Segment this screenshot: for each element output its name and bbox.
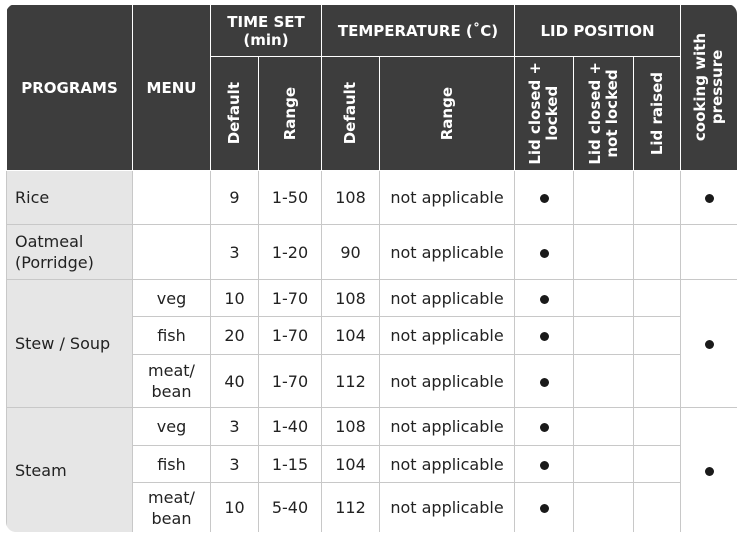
lid-closed-not-locked-cell — [574, 446, 634, 483]
header-time-default-label: Default — [225, 82, 243, 145]
lid-raised-cell — [634, 408, 681, 446]
temp-range-cell: not applicable — [380, 446, 515, 483]
header-temp-range — [380, 57, 515, 171]
header-time-set-unit: (min) — [243, 30, 289, 49]
temp-range-cell: not applicable — [380, 317, 515, 355]
time-default-cell: 10 — [211, 483, 259, 533]
table-row — [7, 280, 738, 317]
header-lid-closed-not-locked-line2: not locked — [602, 69, 621, 158]
bullet-icon — [540, 461, 549, 470]
header-lid-raised-label: Lid raised — [647, 71, 666, 156]
lid-closed-locked-cell — [515, 225, 574, 280]
lid-closed-locked-cell — [515, 483, 574, 533]
lid-raised-cell — [634, 483, 681, 533]
table-row — [7, 171, 738, 225]
time-default-cell: 3 — [211, 225, 259, 280]
header-time-range-label: Range — [280, 86, 299, 141]
bullet-icon — [540, 249, 549, 258]
time-default-cell: 20 — [211, 317, 259, 355]
temp-default-cell: 90 — [322, 225, 380, 280]
temp-range-cell: not applicable — [380, 483, 515, 533]
time-range-cell: 1-40 — [259, 408, 322, 446]
time-range-cell: 1-70 — [259, 317, 322, 355]
bullet-icon — [540, 295, 549, 304]
lid-closed-locked-cell — [515, 280, 574, 317]
lid-closed-not-locked-cell — [574, 355, 634, 408]
lid-closed-locked-cell — [515, 355, 574, 408]
header-programs: PROGRAMS — [7, 5, 133, 171]
header-lid-position: LID POSITION — [515, 5, 681, 57]
bullet-icon — [540, 423, 549, 432]
menu-line2: bean — [151, 508, 192, 528]
lid-closed-not-locked-cell — [574, 483, 634, 533]
temp-range-cell: not applicable — [380, 225, 515, 280]
time-default-cell: 3 — [211, 446, 259, 483]
menu-cell: veg — [133, 280, 211, 317]
temp-default-cell: 108 — [322, 280, 380, 317]
bullet-icon — [540, 194, 549, 203]
time-range-cell: 1-15 — [259, 446, 322, 483]
menu-cell — [133, 171, 211, 225]
temp-default-cell: 104 — [322, 446, 380, 483]
header-lid-closed-not-locked-line1: Lid closed + — [585, 62, 604, 165]
header-lid-raised — [634, 57, 681, 171]
bullet-icon — [705, 340, 714, 349]
bullet-icon — [705, 467, 714, 476]
header-lid-closed-locked-line1: Lid closed + — [526, 62, 545, 165]
temp-range-cell: not applicable — [380, 355, 515, 408]
bullet-icon — [540, 504, 549, 513]
menu-cell: fish — [133, 317, 211, 355]
bullet-icon — [540, 332, 549, 341]
lid-raised-cell — [634, 171, 681, 225]
bullet-icon — [705, 194, 714, 203]
temp-default-cell: 108 — [322, 171, 380, 225]
lid-raised-cell — [634, 225, 681, 280]
lid-closed-not-locked-cell — [574, 317, 634, 355]
header-lid-closed-locked-line2: locked — [543, 86, 562, 141]
temp-default-cell: 112 — [322, 355, 380, 408]
lid-closed-not-locked-cell — [574, 280, 634, 317]
header-cooking-with-pressure — [681, 5, 737, 171]
header-time-set — [211, 5, 322, 57]
lid-closed-not-locked-cell — [574, 171, 634, 225]
header-temp-default-label: Default — [341, 82, 359, 145]
header-lid-closed-not-locked — [574, 57, 634, 171]
header-time-set-label: TIME SET — [227, 12, 305, 31]
programs-table — [6, 4, 737, 532]
lid-raised-cell — [634, 355, 681, 408]
temp-default-cell: 108 — [322, 408, 380, 446]
time-default-cell: 40 — [211, 355, 259, 408]
header-temp-range-label: Range — [437, 86, 456, 141]
bullet-icon — [540, 378, 549, 387]
menu-cell: fish — [133, 446, 211, 483]
pressure-cell — [681, 225, 737, 280]
lid-closed-locked-cell — [515, 408, 574, 446]
lid-raised-cell — [634, 280, 681, 317]
lid-closed-locked-cell — [515, 171, 574, 225]
lid-raised-cell — [634, 317, 681, 355]
table-row — [7, 225, 738, 280]
lid-closed-locked-cell — [515, 317, 574, 355]
time-range-cell: 1-70 — [259, 280, 322, 317]
header-time-default — [211, 57, 259, 171]
time-default-cell: 3 — [211, 408, 259, 446]
program-name-line1: Oatmeal — [15, 232, 84, 251]
temp-default-cell: 104 — [322, 317, 380, 355]
menu-line1: meat/ — [148, 361, 195, 380]
program-name — [7, 225, 133, 280]
header-menu: MENU — [133, 5, 211, 171]
time-range-cell: 5-40 — [259, 483, 322, 533]
pressure-cell — [681, 280, 737, 408]
header-lid-closed-locked — [515, 57, 574, 171]
menu-cell — [133, 483, 211, 533]
menu-cell: veg — [133, 408, 211, 446]
temp-range-cell: not applicable — [380, 280, 515, 317]
temp-range-cell: not applicable — [380, 408, 515, 446]
lid-closed-locked-cell — [515, 446, 574, 483]
time-range-cell: 1-20 — [259, 225, 322, 280]
menu-line2: bean — [151, 382, 192, 401]
lid-raised-cell — [634, 446, 681, 483]
time-default-cell: 10 — [211, 280, 259, 317]
menu-cell — [133, 355, 211, 408]
program-name: Steam — [7, 408, 133, 533]
pressure-cell — [681, 171, 737, 225]
temp-default-cell: 112 — [322, 483, 380, 533]
header-temp-default — [322, 57, 380, 171]
time-range-cell: 1-70 — [259, 355, 322, 408]
header-temperature: TEMPERATURE (˚C) — [322, 5, 515, 57]
program-name-line2: (Porridge) — [15, 253, 94, 272]
table-row — [7, 408, 738, 446]
lid-closed-not-locked-cell — [574, 408, 634, 446]
menu-cell — [133, 225, 211, 280]
header-pressure-line2: pressure — [708, 50, 727, 125]
lid-closed-not-locked-cell — [574, 225, 634, 280]
programs-table-container — [6, 4, 737, 532]
header-time-range — [259, 57, 322, 171]
header-pressure-line1: cooking with — [691, 33, 710, 142]
menu-line1: meat/ — [148, 487, 195, 507]
time-default-cell: 9 — [211, 171, 259, 225]
program-name: Rice — [7, 171, 133, 225]
pressure-cell — [681, 408, 737, 533]
program-name: Stew / Soup — [7, 280, 133, 408]
time-range-cell: 1-50 — [259, 171, 322, 225]
temp-range-cell: not applicable — [380, 171, 515, 225]
